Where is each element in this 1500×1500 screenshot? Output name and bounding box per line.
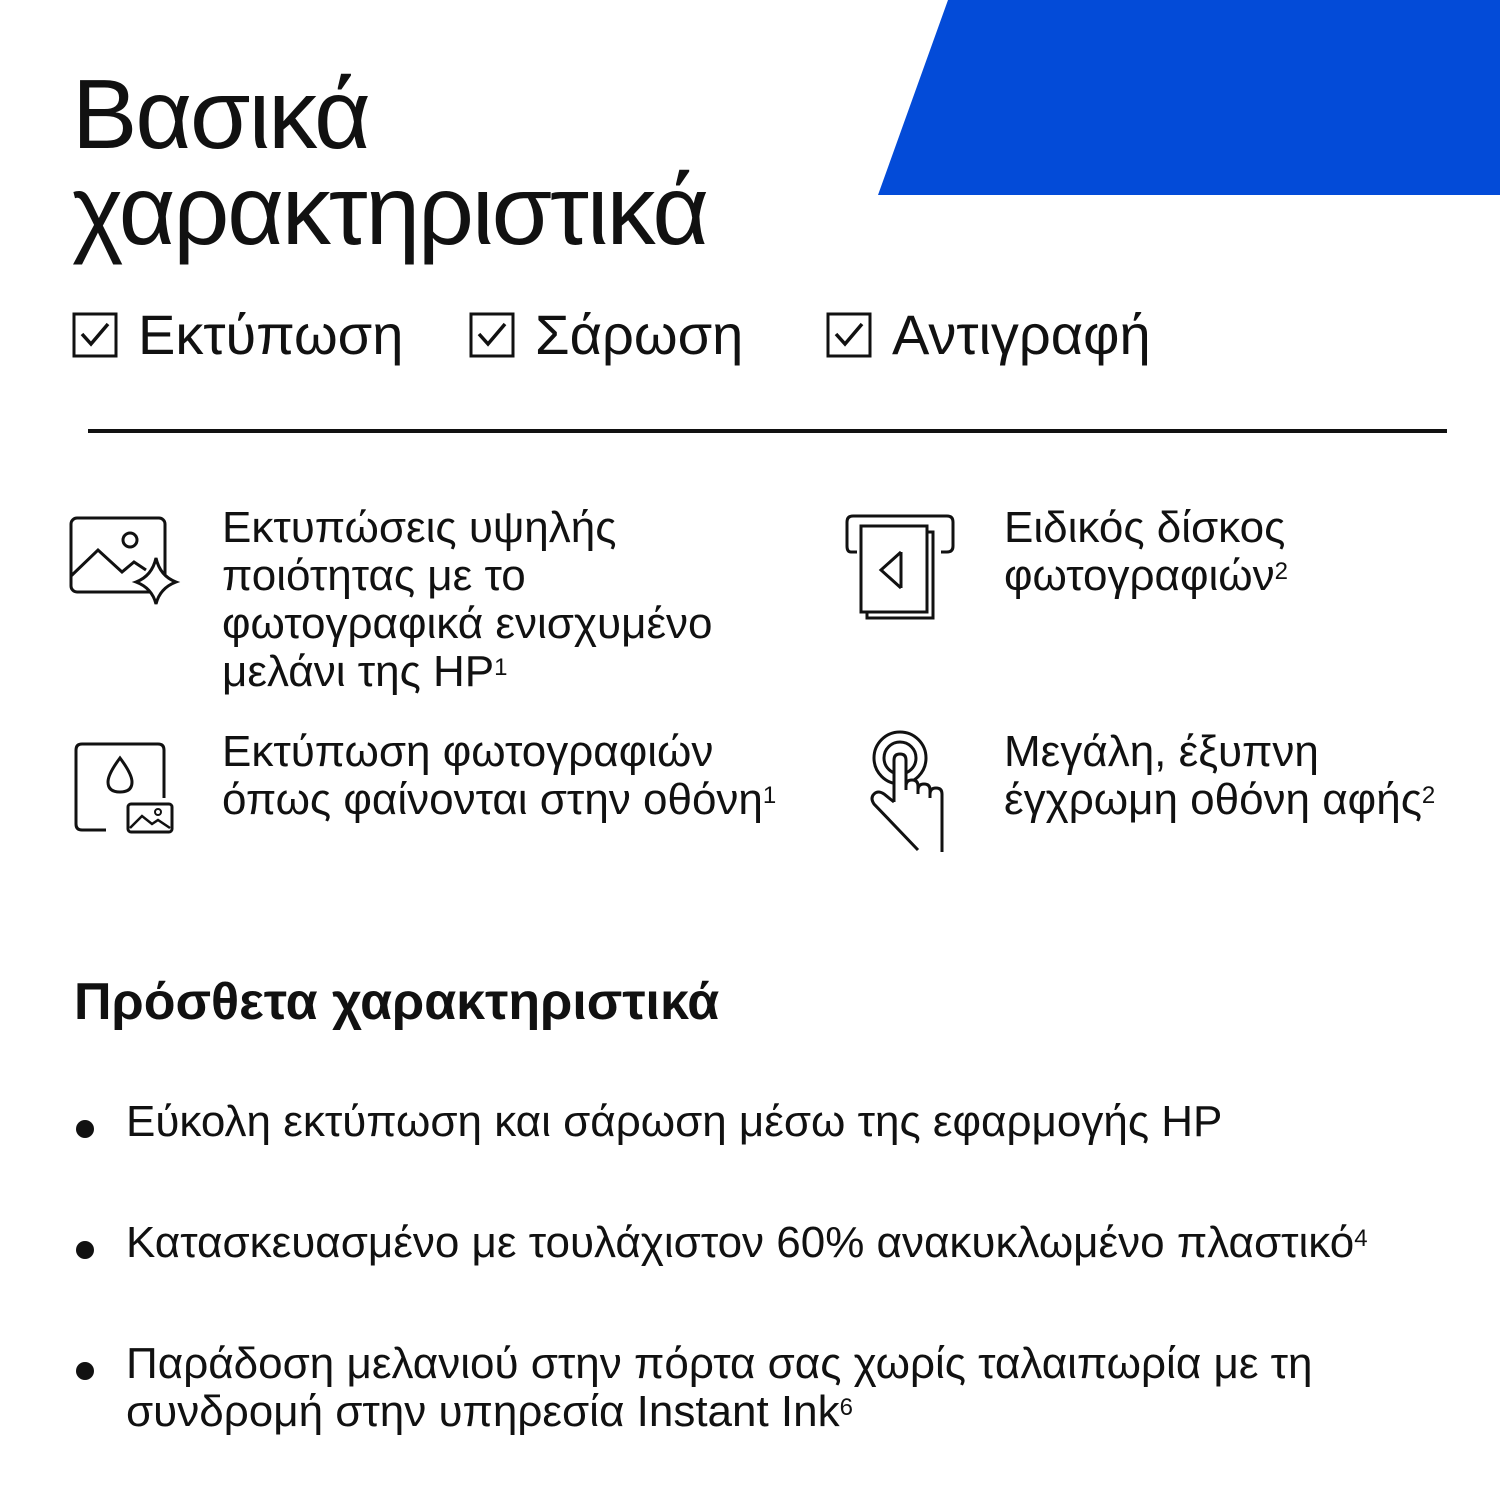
photo-tray-icon [843, 512, 957, 624]
bullet-icon [76, 1362, 94, 1380]
page-title [72, 59, 708, 265]
feature-line-text: μελάνι της HP [222, 647, 495, 696]
function-print [72, 300, 403, 370]
footnote-marker: 1 [762, 782, 777, 809]
feature-photo-quality-text [222, 504, 713, 696]
feature-line: Ειδικός δίσκος [1004, 503, 1286, 552]
footnote-marker: 4 [1354, 1225, 1368, 1252]
checkbox-checked-icon [469, 312, 515, 358]
feature-print-as-screen-text [222, 728, 776, 824]
function-copy-label: Αντιγραφή [892, 303, 1151, 366]
blue-parallelogram [878, 0, 1500, 195]
additional-features-title: Πρόσθετα χαρακτηριστικά [74, 973, 720, 1031]
feature-line [1004, 552, 1288, 600]
feature-line [222, 648, 713, 696]
list-item-line-text: Κατασκευασμένο με τουλάχιστον 60% ανακυκλωμένο πλαστικό [126, 1218, 1355, 1267]
list-item-text [126, 1098, 1222, 1146]
feature-touch-screen-text [1004, 728, 1435, 824]
list-item-line [126, 1219, 1368, 1267]
function-list [0, 300, 1500, 380]
feature-line [222, 776, 776, 824]
function-scan-label: Σάρωση [535, 303, 744, 366]
ink-drop-photo-icon [72, 740, 176, 836]
footnote-marker: 6 [839, 1394, 853, 1421]
list-item-text [126, 1219, 1368, 1267]
function-print-label: Εκτύπωση [138, 303, 404, 366]
feature-line: Εκτυπώσεις υψηλής [222, 503, 617, 552]
feature-line: ποιότητας με το [222, 551, 526, 600]
photo-sparkle-icon [68, 514, 184, 606]
feature-line-text: όπως φαίνονται στην οθόνη [222, 775, 763, 824]
checkbox-checked-icon [826, 312, 872, 358]
footnote-marker: 2 [1421, 782, 1436, 809]
feature-line: Εκτύπωση φωτογραφιών [222, 727, 714, 776]
list-item-text [126, 1340, 1313, 1436]
list-item-line: Εύκολη εκτύπωση και σάρωση μέσω της εφαρμογής HP [126, 1097, 1223, 1146]
feature-line: φωτογραφικά ενισχυμένο [222, 599, 713, 648]
checkbox-checked-icon [72, 312, 118, 358]
function-copy [826, 300, 1151, 370]
feature-line [1004, 776, 1435, 824]
list-item-line: Παράδοση μελανιού στην πόρτα σας χωρίς ταλαιπωρία με τη [126, 1339, 1313, 1388]
title-line-2: χαρακτηριστικά [72, 155, 708, 265]
feature-line: Μεγάλη, έξυπνη [1004, 727, 1319, 776]
list-item-line [126, 1388, 1313, 1436]
bullet-icon [76, 1241, 94, 1259]
touch-screen-hand-icon [862, 728, 958, 856]
feature-line-text: φωτογραφιών [1004, 551, 1275, 600]
footnote-marker: 2 [1274, 558, 1288, 585]
feature-photo-tray-text [1004, 504, 1288, 600]
list-item-line-text: συνδρομή στην υπηρεσία Instant Ink [126, 1387, 840, 1436]
feature-line-text: έγχρωμη οθόνη αφής [1004, 775, 1422, 824]
section-divider [88, 429, 1447, 433]
title-line-1: Βασικά [72, 59, 369, 169]
footnote-marker: 1 [494, 654, 508, 681]
function-scan [469, 300, 743, 370]
bullet-icon [76, 1120, 94, 1138]
